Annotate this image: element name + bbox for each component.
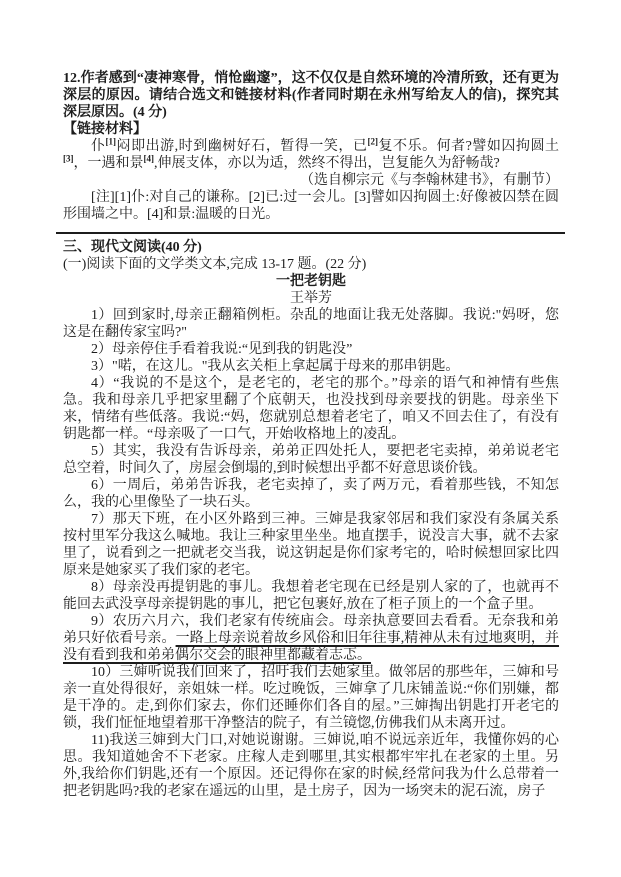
section-instruction: (一)阅读下面的文学类文本,完成 13-17 题。(22 分) <box>63 257 367 272</box>
footnote-marker-2: [2] <box>367 136 378 147</box>
story-paragraph-8: 8）母亲没再提钥匙的事儿。我想着老宅现在已经是别人家的了，也就再不能回去武没享母亲提钥匙的事儿，把它包裹好,放在了柜子顶上的一个盒子里。 <box>63 580 559 612</box>
footnote-marker-4: [4] <box>143 153 154 164</box>
link-text: ，一遇和景 <box>73 156 144 171</box>
question-12: 12.作者感到“凄神寒骨，悄怆幽邃”，这不仅仅是自然环境的冷清所致，还有更为深层的原因。请结合选文和链接材料(作者同时期在永州写给友人的信)，探究其深层原因。(4 分) <box>63 71 559 120</box>
section-heading: 三、现代文阅读(40 分) <box>63 240 202 255</box>
story-paragraph-1: 1）回到家时,母亲正翻箱例柜。杂乱的地面让我无处落脚。我说:"妈呀，您这是在翻传家宝吗?" <box>63 308 559 340</box>
footnotes: [注][1]仆:对自己的谦称。[2]已:过一会儿。[3]譬如囚拘圆土:好像被囚禁在圆形围墙之中。[4]和景:温暖的日光。 <box>63 190 559 222</box>
link-material-heading: 【链接材料】 <box>63 122 147 137</box>
story-paragraph-2: 2）母亲停住手看着我说:“见到我的钥匙没” <box>91 342 353 357</box>
link-text: 复不乐。何者?譬如囚拘圆土 <box>377 139 560 154</box>
footnote-marker-1: [1] <box>105 136 117 147</box>
story-paragraph-5: 5）其实，我没有告诉母亲，弟弟正四处托人，要把老宅卖掉，弟弟说老宅总空着，时间久了，房屋会倒塌的,到时候想出乎都不好意思谈价钱。 <box>63 444 559 476</box>
citation-line: （选自柳宗元《与李翰林建书》，有删节） <box>300 173 559 188</box>
footnote-marker-3: [3] <box>63 153 74 164</box>
story-paragraph-3: 3）"喏，在这儿。"我从玄关柜上拿起属于母来的那串钥匙。 <box>91 359 460 374</box>
link-material-body <box>63 138 559 172</box>
link-material-section <box>63 121 559 223</box>
section-divider <box>56 232 565 234</box>
link-text: ,伸展支体，亦以为适，然终不得出，岂复能久为舒畅哉? <box>154 156 500 171</box>
story-paragraph-6: 6）一周后，弟弟告诉我，老宅卖掉了，卖了两万元，看着那些钱，不知怎么，我的心里像坠了一块石头。 <box>63 478 559 510</box>
link-text: 闷即出游,时到幽树好石，暂得一笑，已 <box>116 139 368 154</box>
story-author: 王举芳 <box>290 291 332 306</box>
underlined-passage: 一路上母亲说着故乡风俗和旧年往事,精神从未有过地爽明，并没有看到我和弟弟偶尔交会的眼神里都藏着志忑。 <box>63 631 560 663</box>
story-paragraph-9 <box>63 613 559 664</box>
link-text: 仆 <box>91 139 106 154</box>
story-paragraph-7: 7）那天下班，在小区外路到三神。三婶是我家邻居和我们家没有条属关系按村里军分我这么喊地。我让三种家里坐坐。地直摆手，说没言大事，就不去家里了，说看到之一把就老交当我，说这钥起是你们家考宅的，哈时候想回家比四原来是她家买了我们家的老宅。 <box>63 512 559 578</box>
story-paragraph-10: 10）三婶听说我们回来了，招吁我们去她家里。做邻居的那些年，三婶和号亲一直处得很好，亲姐妹一样。吃过晚饭，三婶拿了几床铺盖说:“你们别嫌，都是干净的。走,到你们家去，你们还睡你们各自的屋。”三婶掏出钥匙打开老宅的锁，我们怔怔地望着那干净整洁的院子，有兰镜惚,仿佛我们从未离开过。 <box>63 665 559 731</box>
story-paragraph-4: 4）“我说的不是这个，是老宅的，老宅的那个。”母亲的语气和神情有些焦急。我和母亲几乎把家里翻了个底朝天，也没找到母亲要找的钥匙。母亲坐下来，情绪有些低落。我说:“妈，您就别总想着老宅了，咱又不回去住了，有没有钥匙都一样。“母亲吸了一口气，开始收格地上的凌乱。 <box>63 376 559 442</box>
story-text: 9）农历六月六，我们老家有传统庙会。母亲执意要回去看看。无奈我和弟弟只好依看号亲。 <box>63 614 559 646</box>
story-paragraph-11: 11)我送三婶到大门口,对她说谢谢。三婶说,咱不说远亲近年，我懂你妈的心思。我知道她舍不下老家。庄稼人走到哪里,其实根都牢牢扎在老家的土里。另外,我给你们钥匙,还有一个原因。还记得你在家的时候,经常问我为什么总带着一把老钥匙吗?我的老家在遥远的山里，是土房子，因为一场突未的泥石流，房子 <box>63 733 559 799</box>
story-title: 一把老钥匙 <box>276 274 346 289</box>
